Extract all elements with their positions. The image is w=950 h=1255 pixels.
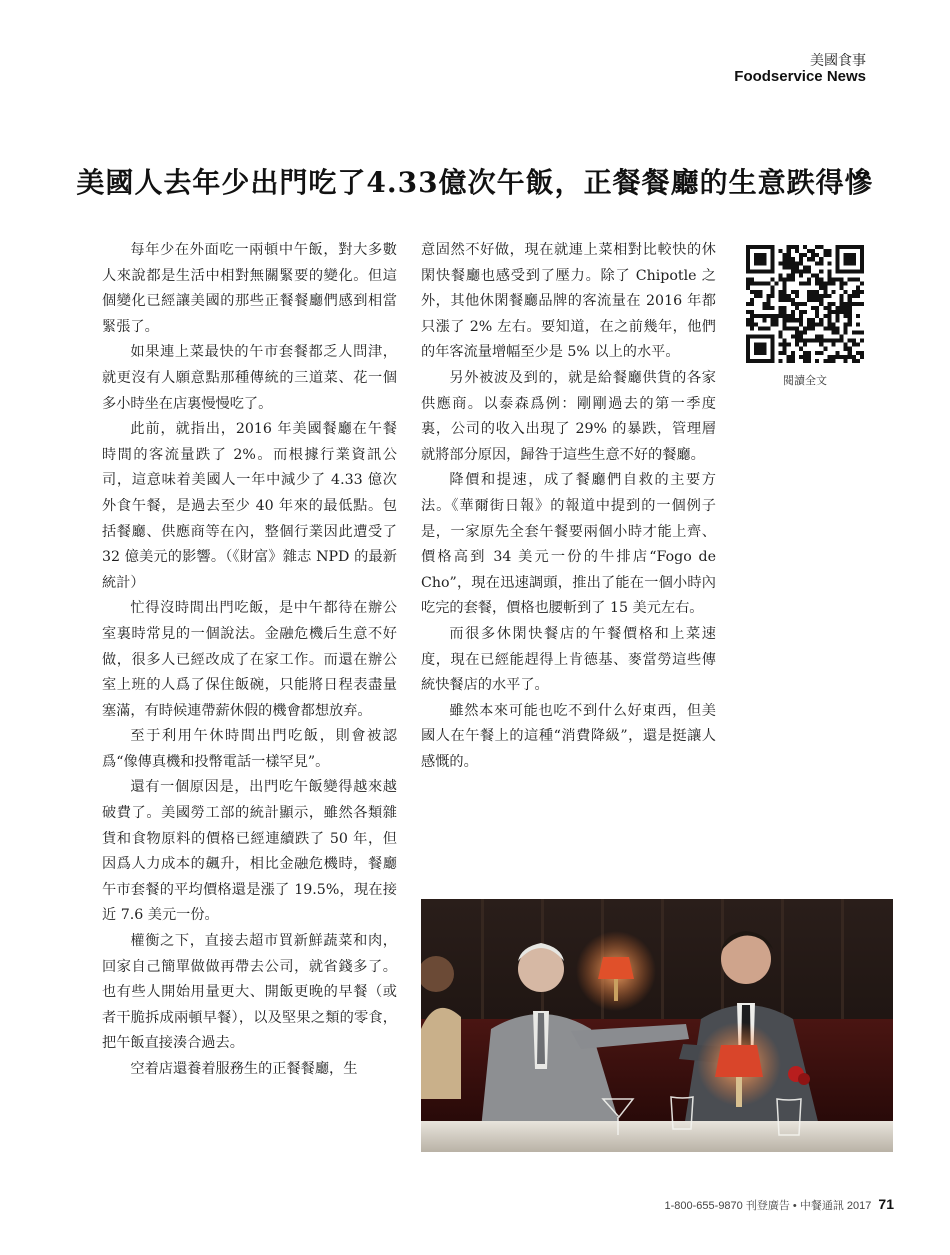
paragraph: 如果連上菜最快的午市套餐都乏人問津，就更沒有人願意點那種傳統的三道菜、花一個多小時坐在店裏慢慢吃了。 (102, 344, 397, 412)
page-number: 71 (878, 1196, 894, 1212)
footer-phone: 1-800-655-9870 (664, 1200, 743, 1212)
article-column-left (102, 238, 397, 1083)
paragraph: 權衡之下，直接去超市買新鮮蔬菜和肉，回家自己簡單做做再帶去公司，就省錢多了。也有些人開始用量更大、開飯更晚的早餐（或者干脆拆成兩頓早餐），以及堅果之類的零食，把午飯直接湊合過去。 (102, 933, 397, 1052)
qr-code-icon[interactable] (746, 245, 864, 363)
paragraph: 意固然不好做，現在就連上菜相對比較快的休閑快餐廳也感受到了壓力。除了 Chipotle 之外，其他休閑餐廳品牌的客流量在 2016 年都只漲了 2% 左右。要知道，在之前幾年，他們的年客流量增幅至少是 5% 以上的水平。 (421, 242, 716, 361)
paragraph: 而很多休閑快餐店的午餐價格和上菜速度，現在已經能趕得上肯德基、麥當勞這些傳統快餐店的水平了。 (421, 625, 716, 694)
paragraph: 降價和提速，成了餐廳們自救的主要方法。《華爾街日報》的報道中提到的一個例子是，一家原先全套午餐要兩個小時才能上齊、價格高到 34 美元一份的牛排店“Fogo de Cho”，現在迅速調頭，推出了能在一個小時內吃完的套餐，價格也腰斬到了 15 美元左右。 (421, 472, 716, 617)
paragraph: 雖然本來可能也吃不到什么好東西，但美國人在午餐上的這種“消費降級”，還是挺讓人感慨的。 (421, 702, 716, 770)
paragraph: 還有一個原因是，出門吃午飯變得越來越破費了。美國勞工部的統計顯示，雖然各類雜貨和食物原料的價格已經連續跌了 50 年，但因爲人力成本的飆升，相比金融危機時，餐廳午市套餐的平均價格還是漲了 19.5%，現在接近 7.6 美元一份。 (102, 779, 397, 924)
section-header-en: Foodservice News (734, 68, 866, 85)
article-column-middle (421, 238, 716, 775)
section-header-cn: 美國食事 (810, 53, 866, 69)
footer-publication: 刊登廣告 • 中餐通訊 2017 (745, 1200, 872, 1212)
paragraph: 忙得沒時間出門吃飯，是中午都待在辦公室裏時常見的一個說法。金融危機后生意不好做，很多人已經改成了在家工作。而還在辦公室上班的人爲了保住飯碗，只能將日程表盡量塞滿，有時候連帶薪休假的機會都想放弃。 (102, 600, 397, 719)
restaurant-photo (421, 899, 893, 1152)
paragraph: 另外被波及到的，就是給餐廳供貨的各家供應商。以泰森爲例：剛剛過去的第一季度裏，公司的收入出現了 29% 的暴跌，管理層就將部分原因，歸咎于這些生意不好的餐廳。 (421, 369, 716, 463)
paragraph: 至于利用午休時間出門吃飯，則會被認爲“像傳真機和投幣電話一樣罕見”。 (102, 728, 397, 770)
article-title: 美國人去年少出門吃了4.33億次午飯，正餐餐廳的生意跌得慘 (76, 165, 874, 199)
paragraph: 空着店還養着服務生的正餐餐廳，生 (130, 1061, 358, 1077)
paragraph: 此前，就指出，2016 年美國餐廳在午餐時間的客流量跌了 2%。而根據行業資訊公司，這意味着美國人一年中減少了 4.33 億次外食午餐，是過去至少 40 年來的最低點。包括餐廳、供應商等在內，整個行業因此遭受了 32 億美元的影響。（《財富》雜志 NPD 的最新統計） (102, 421, 397, 591)
qr-caption: 閱讀全文 (783, 374, 827, 387)
page-footer (665, 1196, 895, 1213)
paragraph: 每年少在外面吃一兩頓中午飯，對大多數人來說都是生活中相對無關緊要的變化。但這個變化已經讓美國的那些正餐餐廳們感到相當緊張了。 (102, 242, 397, 335)
